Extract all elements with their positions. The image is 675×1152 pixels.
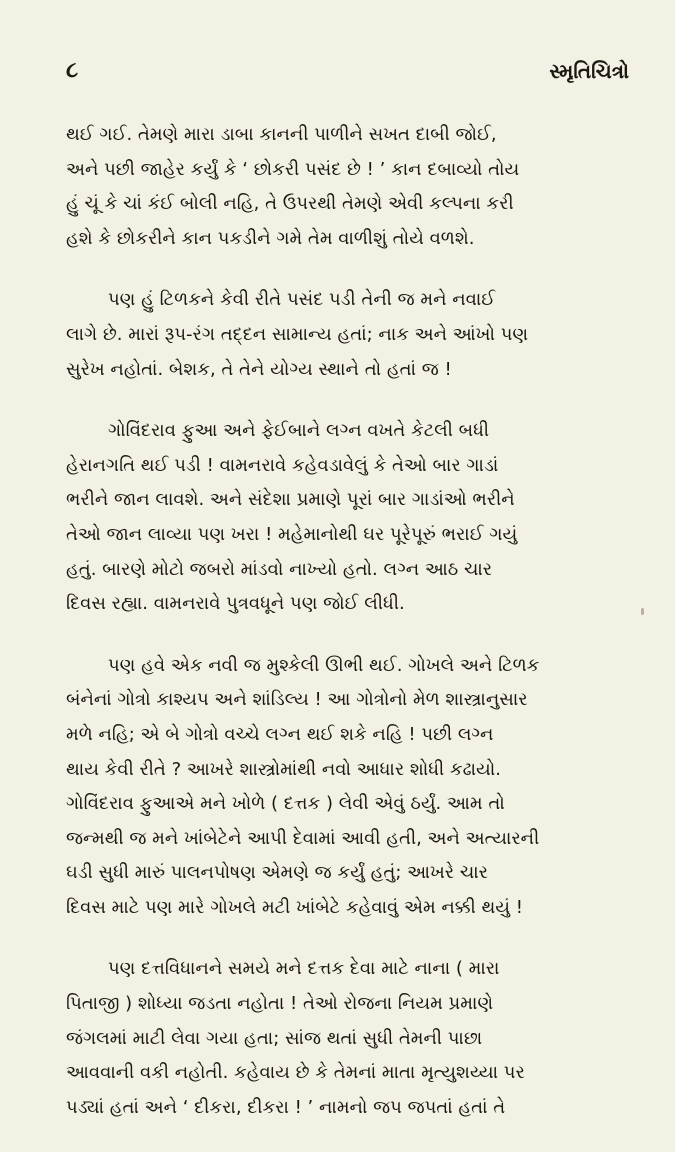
text-line: હેરાનગતિ થઈ પડી ! વામનરાવે કહેવડાવેલું કે તેઓ બાર ગાડાં [66,454,499,476]
text-line: ઘડી સુધી મારું પાલનપોષણ એમણે જ કર્યું હતું; આખરે ચાર [66,862,488,884]
text-line: લાગે છે. મારાં રૂપ-રંગ તદ્દન સામાન્ય હતાં; નાક અને આંખો પણ [66,323,529,345]
text-line: જંગલમાં માટી લેવા ગયા હતા; સાંજ થતાં સુધી તેમની પાછા [66,1027,483,1049]
paragraph [66,952,626,1125]
paragraph [66,414,626,622]
text-line: હું ચૂં કે ચાં કંઈ બોલી નહિ, તે ઉપરથી તેમણે એવી કલ્પના કરી [66,193,514,215]
text-line: ગોવિંદરાવ ફુઆ અને ફેઈબાને લગ્ન વખતે કેટલી બધી [108,420,490,442]
text-line: આવવાની વકી નહોતી. કહેવાય છે કે તેમનાં માતા મૃત્યુશય્યા પર [66,1062,525,1084]
text-line: જન્મથી જ મને ખાંબેટેને આપી દેવામાં આવી હતી, અને અત્યારની [66,827,540,849]
text-line: હશે કે છોકરીને કાન પકડીને ગમે તેમ વાળીશું તોયે વળશે. [66,227,475,249]
text-line: અને પછી જાહેર કર્યું કે ‘ છોકરી પસંદ છે ! ’ કાન દબાવ્યો તોય [66,158,520,180]
text-line: પણ હું ટિળકને કેવી રીતે પસંદ પડી તેની જ મને નવાઈ [108,289,496,311]
paragraph [66,283,626,387]
text-line: હતું. બારણે મોટો જબરો માંડવો નાખ્યો હતો. લગ્ન આઠ ચાર [66,558,493,580]
body-text [66,118,626,1152]
paragraph [66,118,626,256]
text-line: પડ્યાં હતાં અને ‘ દીકરા, દીકરા ! ’ નામનો જપ જપતાં હતાં તે [66,1096,506,1118]
text-line: પણ હવે એક નવી જ મુશ્કેલી ઊભી થઈ. ગોખલે અને ટિળક [108,654,540,676]
text-line: મળે નહિ; એ બે ગોત્રો વચ્ચે લગ્ન થઈ શકે નહિ ! પછી લગ્ન [66,723,494,745]
text-line: પણ દત્તવિધાનને સમયે મને દત્તક દેવા માટે નાના ( મારા [108,958,500,980]
text-line: ભરીને જાન લાવશે. અને સંદેશા પ્રમાણે પૂરાં બાર ગાડાંઓ ભરીને [66,489,515,511]
text-line: સુરેખ નહોતાં. બેશક, તે તેને યોગ્ય સ્થાને તો હતાં જ ! [66,358,452,380]
text-line: દિવસ રહ્યા. વામનરાવે પુત્રવધૂને પણ જોઈ લીધી. [66,593,405,615]
text-line: થઈ ગઈ. તેમણે મારા ડાબા કાનની પાળીને સખત દાબી જોઈ, [66,124,497,145]
running-head: સ્મૃતિચિત્રો [549,59,629,83]
page-number: ૮ [66,58,79,83]
text-line: દિવસ માટે પણ મારે ગોખલે મટી ખાંબેટે કહેવાવું એમ નક્કી થયું ! [66,896,523,918]
text-line: પિતાજી ) શોધ્યા જડતા નહોતા ! તેઓ રોજના નિયમ પ્રમાણે [66,993,494,1015]
text-line: થાય કેવી રીતે ? આખરે શાસ્ત્રોમાંથી નવો આધાર શોધી કઢાયો. [66,758,501,780]
print-speck [641,608,644,615]
paragraph [66,649,626,926]
text-line: બંનેનાં ગોત્રો કાશ્યપ અને શાંડિલ્ય ! આ ગોત્રોનો મેળ શાસ્ત્રાનુસાર [66,689,528,711]
text-line: ગોવિંદરાવ ફુઆએ મને ખોળે ( દત્તક ) લેવી એવું ઠર્યું. આમ તો [66,793,505,815]
text-line: તેઓ જાન લાવ્યા પણ ખરા ! મહેમાનોથી ઘર પૂરેપૂરું ભરાઈ ગયું [66,523,518,545]
